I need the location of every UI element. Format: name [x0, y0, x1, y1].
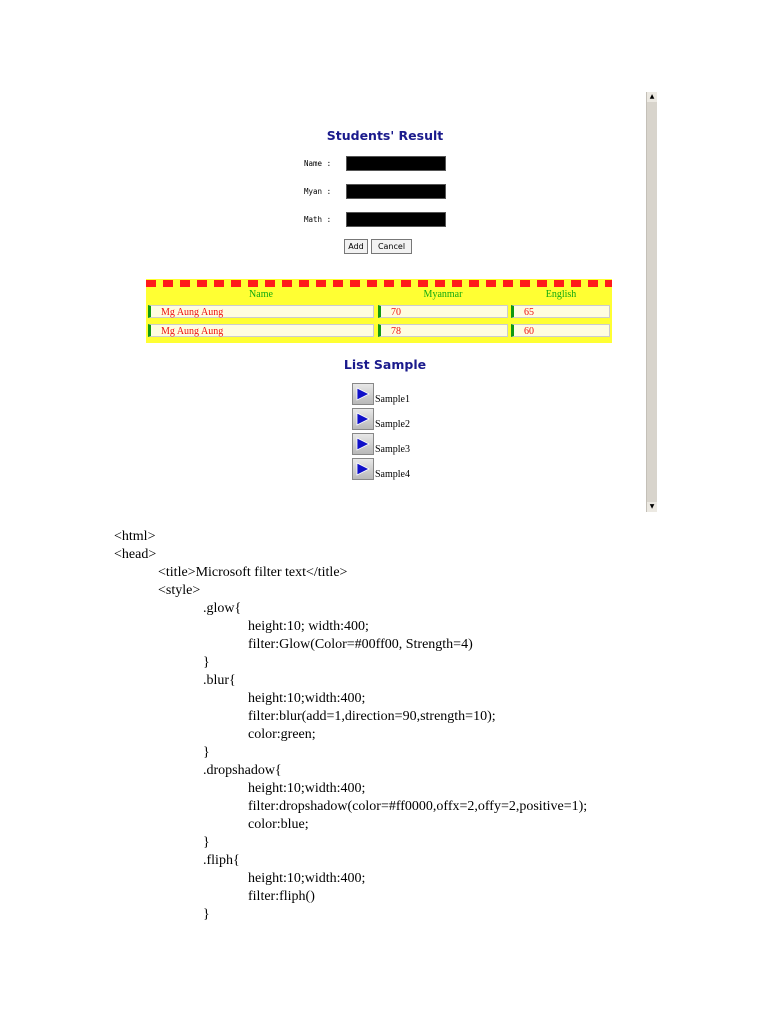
list-item-sample1[interactable]	[352, 383, 410, 405]
cell-myanmar: 78	[378, 324, 508, 337]
list-item-label: Sample4	[375, 469, 410, 480]
table-dashed-border	[146, 280, 612, 287]
myan-label: Myan :	[304, 186, 332, 196]
code-line: height:10; width:400;	[248, 619, 369, 634]
code-line: .dropshadow{	[203, 763, 282, 778]
code-line: .glow{	[203, 601, 242, 616]
code-line: <head>	[114, 547, 157, 562]
header-english: English	[545, 289, 577, 300]
screenshot-frame	[114, 92, 656, 512]
code-line: <title>Microsoft filter text</title>	[158, 565, 348, 580]
play-arrow-icon	[352, 383, 374, 405]
result-table	[146, 279, 612, 343]
code-line: height:10;width:400;	[248, 781, 366, 796]
list-item-sample4[interactable]	[352, 458, 410, 480]
list-item-sample3[interactable]	[352, 433, 410, 455]
code-line: filter:blur(add=1,direction=90,strength=10);	[248, 709, 496, 724]
code-line: height:10;width:400;	[248, 691, 366, 706]
cell-english: 65	[511, 305, 610, 318]
add-button[interactable]: Add	[344, 239, 368, 254]
cell-myanmar: 70	[378, 305, 508, 318]
name-row	[304, 156, 446, 170]
code-line: filter:dropshadow(color=#ff0000,offx=2,offy=2,positive=1);	[248, 799, 588, 814]
code-line: }	[203, 907, 210, 922]
play-arrow-icon	[352, 408, 374, 430]
scroll-up-icon[interactable]: ▲	[647, 92, 657, 102]
name-input[interactable]	[346, 156, 446, 171]
header-myanmar: Myanmar	[423, 289, 463, 300]
cell-name: Mg Aung Aung	[148, 324, 374, 337]
code-line: .blur{	[203, 673, 236, 688]
list-item-label: Sample2	[375, 419, 410, 430]
list-item-sample2[interactable]	[352, 408, 410, 430]
math-row	[304, 212, 446, 226]
list-item-label: Sample1	[375, 394, 410, 405]
play-arrow-icon	[352, 458, 374, 480]
code-line: }	[203, 745, 210, 760]
table-row	[146, 324, 612, 337]
myan-row	[304, 184, 446, 198]
scroll-down-icon[interactable]: ▼	[647, 502, 657, 512]
cancel-button[interactable]: Cancel	[371, 239, 412, 254]
cell-name: Mg Aung Aung	[148, 305, 374, 318]
code-line: }	[203, 655, 210, 670]
code-line: <html>	[114, 529, 156, 544]
students-result-title: Students' Result	[326, 128, 444, 143]
code-line: filter:Glow(Color=#00ff00, Strength=4)	[248, 637, 473, 652]
code-line: }	[203, 835, 210, 850]
code-line: .fliph{	[203, 853, 240, 868]
list-item-label: Sample3	[375, 444, 410, 455]
header-name: Name	[249, 289, 273, 300]
list-sample-title: List Sample	[343, 357, 427, 372]
math-input[interactable]	[346, 212, 446, 227]
name-label: Name :	[304, 158, 332, 168]
vertical-scrollbar[interactable]	[646, 92, 657, 512]
table-row	[146, 305, 612, 318]
code-line: color:green;	[248, 727, 316, 742]
math-label: Math :	[304, 214, 332, 224]
code-line: <style>	[158, 583, 201, 598]
code-line: color:blue;	[248, 817, 309, 832]
cell-english: 60	[511, 324, 610, 337]
code-line: height:10;width:400;	[248, 871, 366, 886]
play-arrow-icon	[352, 433, 374, 455]
myan-input[interactable]	[346, 184, 446, 199]
code-line: filter:fliph()	[248, 889, 315, 904]
